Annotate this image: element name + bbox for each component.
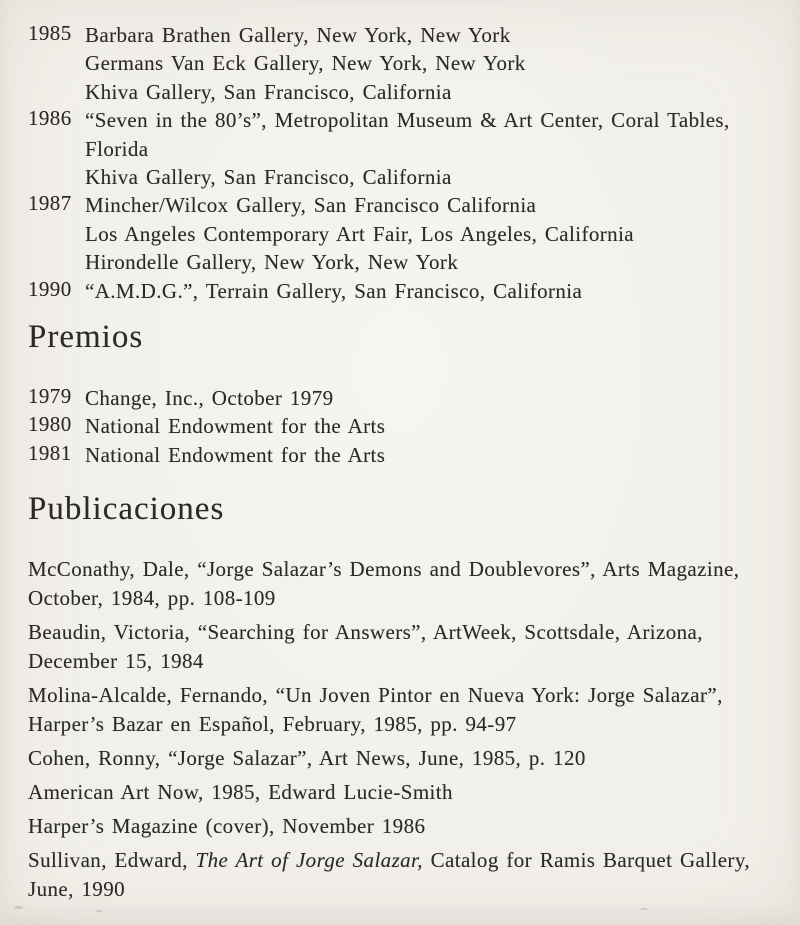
publication-line <box>28 846 778 875</box>
exhibition-lines <box>85 21 526 106</box>
award-year: 1979 <box>28 384 72 409</box>
publication-line: Harper’s Magazine (cover), November 1986 <box>28 814 426 839</box>
exhibition-entry-1986 <box>28 106 778 191</box>
publication-entry <box>28 778 778 807</box>
exhibition-lines <box>85 106 730 191</box>
exhibition-line: Florida <box>85 136 149 161</box>
award-text: National Endowment for the Arts <box>85 414 386 439</box>
scan-speck <box>96 910 102 912</box>
publication-entry <box>28 618 778 676</box>
publication-line: June, 1990 <box>28 877 125 902</box>
exhibition-lines <box>85 277 582 305</box>
award-text: Change, Inc., October 1979 <box>85 386 334 411</box>
publication-author: Sullivan, Edward, <box>28 848 196 873</box>
publication-line: October, 1984, pp. 108-109 <box>28 586 276 611</box>
publication-detail: Catalog for Ramis Barquet Gallery, <box>422 848 751 873</box>
exhibition-year: 1990 <box>28 276 72 301</box>
publication-line: Molina-Alcalde, Fernando, “Un Joven Pintor en Nueva York: Jorge Salazar”, <box>28 683 723 708</box>
exhibition-line: Khiva Gallery, San Francisco, California <box>85 79 452 104</box>
awards-list <box>28 384 778 469</box>
publication-line: Cohen, Ronny, “Jorge Salazar”, Art News, June, 1985, p. 120 <box>28 746 586 771</box>
publication-line: Harper’s Bazar en Español, February, 1985, pp. 94-97 <box>28 712 517 737</box>
exhibition-line: Mincher/Wilcox Gallery, San Francisco California <box>85 193 537 218</box>
exhibition-entry-1987 <box>28 191 778 276</box>
award-entry <box>28 384 778 412</box>
award-year: 1980 <box>28 412 72 437</box>
exhibition-line: Hirondelle Gallery, New York, New York <box>85 250 459 275</box>
awards-section-heading: Premios <box>28 319 144 356</box>
exhibition-line: Germans Van Eck Gallery, New York, New York <box>85 51 526 76</box>
publication-entry <box>28 555 778 613</box>
exhibition-year: 1987 <box>28 191 72 216</box>
exhibition-line: Barbara Brathen Gallery, New York, New York <box>85 23 511 47</box>
publications-section-heading: Publicaciones <box>28 491 225 528</box>
scan-speck <box>640 908 648 910</box>
exhibition-line: “A.M.D.G.”, Terrain Gallery, San Francisco, California <box>85 278 583 303</box>
award-year: 1981 <box>28 440 72 465</box>
exhibition-lines <box>85 191 634 276</box>
award-text: National Endowment for the Arts <box>85 442 386 467</box>
exhibition-year: 1985 <box>28 21 72 45</box>
publication-entry <box>28 744 778 773</box>
award-entry <box>28 441 778 469</box>
publication-line: American Art Now, 1985, Edward Lucie-Smith <box>28 780 453 805</box>
publication-entry <box>28 812 778 841</box>
exhibition-line: Los Angeles Contemporary Art Fair, Los Angeles, California <box>85 221 635 246</box>
exhibition-entry-1985 <box>28 21 778 106</box>
scan-speck <box>14 906 23 909</box>
publications-list <box>28 555 778 904</box>
publication-entry-with-italic-title <box>28 846 778 904</box>
exhibition-line: “Seven in the 80’s”, Metropolitan Museum & Art Center, Coral Tables, <box>85 108 730 133</box>
exhibitions-list <box>28 21 778 305</box>
exhibition-line: Khiva Gallery, San Francisco, California <box>85 165 452 190</box>
exhibition-year: 1986 <box>28 106 72 131</box>
award-entry <box>28 412 778 440</box>
publication-line: McConathy, Dale, “Jorge Salazar’s Demons and Doublevores”, Arts Magazine, <box>28 557 740 582</box>
publication-line: December 15, 1984 <box>28 649 204 674</box>
publication-entry <box>28 681 778 739</box>
publication-line: Beaudin, Victoria, “Searching for Answers”, ArtWeek, Scottsdale, Arizona, <box>28 620 703 645</box>
exhibition-entry-1990 <box>28 277 778 305</box>
publication-italic-title: The Art of Jorge Salazar, <box>195 848 423 873</box>
